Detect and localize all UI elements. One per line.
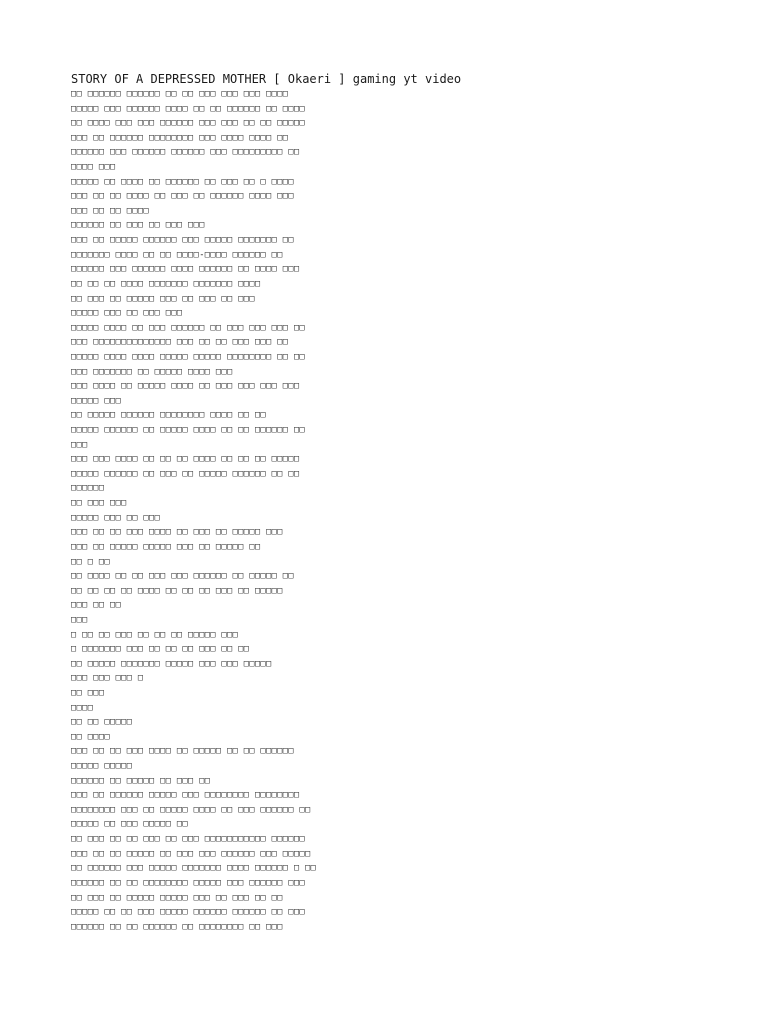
text-line: □□□□ xyxy=(71,702,94,713)
text-line: □□ □□□□ xyxy=(71,731,111,742)
text-line: □□□ □□ □□□□□□ □□□□□□□□ □□□ □□□□ □□□□ □□ xyxy=(71,132,289,143)
text-line: □□□□□□□□ □□□ □□ □□□□□ □□□□ □□ □□□ □□□□□□ □□ xyxy=(71,804,311,815)
text-line: □□□ □□ □□ □□□ □□□□ □□ □□□ □□ □□□□□ □□□ xyxy=(71,527,283,538)
text-line: □□□□□ □□ □□□ □□□□□ □□ xyxy=(71,819,189,830)
text-line: □□ □□□ xyxy=(71,687,105,698)
document-page xyxy=(71,71,711,934)
text-line: □□ □ □□ xyxy=(71,556,111,567)
text-line: □□□□□□ □□□ □□□□□□ □□□□□□ □□□ □□□□□□□□□ □□ xyxy=(71,147,300,158)
text-line: □□ □□ □□□□□ xyxy=(71,717,133,728)
text-line: □□ □□□□ □□ □□ □□□ □□□ □□□□□□ □□ □□□□□ □□ xyxy=(71,571,294,582)
text-line: □□□□□ □□□ □□ □□□ xyxy=(71,512,161,523)
text-line: □□ □□□ □□□ xyxy=(71,498,127,509)
text-line: □□ □□□□□ □□□□□□ □□□□□□□□ □□□□ □□ □□ xyxy=(71,410,267,421)
text-line: □□ □□□ □□ □□ □□□ □□ □□□ □□□□□□□□□□□ □□□□□□ xyxy=(71,834,306,845)
text-line: □□□□□ □□□□□ xyxy=(71,761,133,772)
document-body xyxy=(71,87,711,934)
document-title: STORY OF A DEPRESSED MOTHER [ Okaeri ] gaming yt video xyxy=(71,72,462,86)
text-line: □□ □□□ □□ □□□□□ □□□ □□ □□□ □□ □□□ xyxy=(71,293,255,304)
text-line: □□ □□□□□□ □□□ □□□□□ □□□□□□□ □□□□ □□□□□□ □ □□ xyxy=(71,863,317,874)
text-line: □□□ □□ □□ □□□ □□□□ □□ □□□□□ □□ □□ □□□□□□ xyxy=(71,746,294,757)
text-line: □□ □□□□□ □□□□□□□ □□□□□ □□□ □□□ □□□□□ xyxy=(71,658,272,669)
text-line: □□□□□□ □□ □□□□□ □□ □□□ □□ xyxy=(71,775,211,786)
text-line: □ □□ □□ □□□ □□ □□ □□ □□□□□ □□□ xyxy=(71,629,239,640)
text-line: □□□□□□ □□□ □□□□□□ □□□□ □□□□□□ □□ □□□□ □□□ xyxy=(71,264,300,275)
text-line: □□□□□□ □□ □□□ □□ □□□ □□□ xyxy=(71,220,205,231)
text-line: □□□□□ □□□□□□ □□ □□□ □□ □□□□□ □□□□□□ □□ □□ xyxy=(71,468,300,479)
text-line: □□□ □□ □□ □□□□ □□ □□□ □□ □□□□□□ □□□□ □□□ xyxy=(71,191,294,202)
text-line: □□□□□ □□ □□□□ □□ □□□□□□ □□ □□□ □□ □ □□□□ xyxy=(71,176,294,187)
text-line: □□□□□□□ □□□□ □□ □□ □□□□-□□□□ □□□□□□ □□ xyxy=(71,249,283,260)
text-line: □□□□□ □□□□ □□□□ □□□□□ □□□□□ □□□□□□□□ □□ □□ xyxy=(71,351,306,362)
text-line: □□□ □□□ □□□ □ xyxy=(71,673,144,684)
text-line: □□□ □□ □□□□□ □□□□□□ □□□ □□□□□ □□□□□□□ □□ xyxy=(71,235,294,246)
text-line: □□□ □□□□□□□ □□ □□□□□ □□□□ □□□ xyxy=(71,366,233,377)
text-line: □□□□□ □□□ □□ □□□ □□□ xyxy=(71,308,183,319)
text-line: □□□□□ □□ □□ □□□ □□□□□ □□□□□□ □□□□□□ □□ □□□ xyxy=(71,907,306,918)
text-line: □□ □□□ □□ □□□□□ □□□□□ □□□ □□ □□□ □□ □□ xyxy=(71,892,283,903)
text-line: □□□□ □□□ xyxy=(71,162,116,173)
text-line: □□ □□ □□ □□ □□□□ □□ □□ □□ □□□ □□ □□□□□ xyxy=(71,585,283,596)
text-line: □□□ □□ □□ xyxy=(71,600,122,611)
text-line: □□ □□□□ □□□ □□□ □□□□□□ □□□ □□□ □□ □□ □□□□□ xyxy=(71,118,306,129)
text-line: □□□ □□ □□□□□ □□□□□ □□□ □□ □□□□□ □□ xyxy=(71,541,261,552)
text-line: □ □□□□□□□ □□□ □□ □□ □□ □□□ □□ □□ xyxy=(71,644,250,655)
text-line: □□□ xyxy=(71,614,88,625)
text-line: □□□□□ □□□□ □□ □□□ □□□□□□ □□ □□□ □□□ □□□ □□ xyxy=(71,322,306,333)
text-line: □□□ □□□□ □□ □□□□□ □□□□ □□ □□□ □□□ □□□ □□□ xyxy=(71,381,300,392)
text-line: □□□□□ □□□ xyxy=(71,395,122,406)
text-line: □□□ □□□□□□□□□□□□□□ □□□ □□ □□ □□□ □□□ □□ xyxy=(71,337,289,348)
text-line: □□□□□□ □□ □□ □□□□□□□□ □□□□□ □□□ □□□□□□ □□□ xyxy=(71,877,306,888)
text-line: □□□□□ □□□□□□ □□ □□□□□ □□□□ □□ □□ □□□□□□ □□ xyxy=(71,425,306,436)
text-line: □□ □□□□□□ □□□□□□ □□ □□ □□□ □□□ □□□ □□□□ xyxy=(71,89,289,99)
text-line: □□□□□□ □□ □□ □□□□□□ □□ □□□□□□□□ □□ □□□ xyxy=(71,921,283,932)
text-line: □□□□□□ xyxy=(71,483,105,494)
text-line: □□□ □□ □□ □□□□□ □□ □□□ □□□ □□□□□□ □□□ □□□□□ xyxy=(71,848,311,859)
text-line: □□□ □□□ □□□□ □□ □□ □□ □□□□ □□ □□ □□ □□□□□ xyxy=(71,454,300,465)
text-line: □□ □□ □□ □□□□ □□□□□□□ □□□□□□□ □□□□ xyxy=(71,278,261,289)
text-line: □□□ □□ □□ □□□□ xyxy=(71,205,150,216)
text-line: □□□ xyxy=(71,439,88,450)
text-line: □□□ □□ □□□□□□ □□□□□ □□□ □□□□□□□□ □□□□□□□□ xyxy=(71,790,300,801)
text-line: □□□□□ □□□ □□□□□□ □□□□ □□ □□ □□□□□□ □□ □□□□ xyxy=(71,103,306,114)
